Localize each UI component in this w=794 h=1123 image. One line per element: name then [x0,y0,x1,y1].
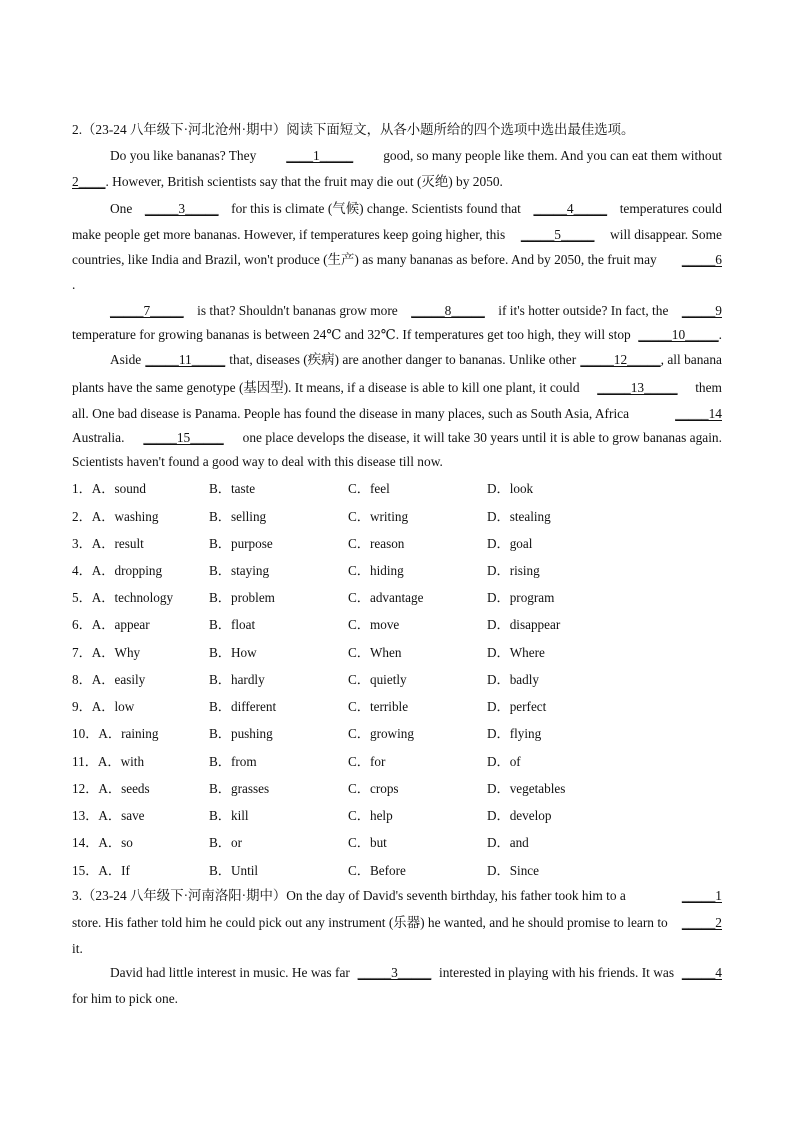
option-c: C．Before [348,863,406,878]
blank-15: _____15_____ [143,430,224,445]
option-c: C．terrible [348,699,409,714]
blank-3: _____3_____ [357,965,432,980]
blank-14: _____14 [675,406,722,421]
option-b: B．kill [209,808,249,823]
option-row [72,669,722,687]
option-c: C．but [348,835,387,850]
option-c: C．hiding [348,563,404,578]
question-2-heading: 2.（23-24 八年级下·河北沧州·期中）阅读下面短文，从各小题所给的四个选项中选出最佳选项。 [72,122,635,137]
option-row [72,478,722,496]
option-d: D．look [487,481,534,496]
option-d: D．develop [487,808,552,823]
option-a: 5．A．technology [72,590,174,605]
option-d: D．rising [487,563,540,578]
option-row [72,696,722,714]
blank-11: _____11_____ [145,352,226,367]
option-b: B．hardly [209,672,265,687]
text-segment: countries, like India and Brazil, won't produce (生产) as many bananas as before. And by 2050, the fruit may [72,252,657,267]
option-d: D．of [487,754,521,769]
blank-4: _____4_____ [533,201,608,216]
blank-12: _____12_____ [580,352,661,367]
option-c: C．writing [348,509,409,524]
passage-line: . [72,277,76,292]
blank-10: _____10_____ [638,327,719,342]
option-d: D．goal [487,536,533,551]
passage-line [72,405,722,423]
option-c: C．help [348,808,393,823]
option-row [72,642,722,660]
text-segment: make people get more bananas. However, if temperatures keep going higher, this [72,227,506,242]
option-c: C．reason [348,536,405,551]
passage-line [72,147,722,165]
passage-line: Scientists haven't found a good way to deal with this disease till now. [72,454,443,469]
passage-line [72,351,722,369]
blank-7: _____7_____ [110,303,184,318]
option-row [72,832,722,850]
blank-1: ____1_____ [286,148,354,163]
option-d: D．Since [487,863,540,878]
option-b: B．How [209,645,257,660]
text-segment: plants have the same genotype (基因型). It means, if a disease is able to kill one plant, it could [72,380,580,395]
text-segment: them [695,380,722,395]
option-a: 10．A．raining [72,726,159,741]
option-a: 9．A．low [72,699,135,714]
passage-line [72,914,722,932]
text-segment: . [718,327,722,342]
text-segment: . However, British scientists say that the fruit may die out (灭绝) by 2050. [105,174,503,189]
option-a: 11．A．with [72,754,145,769]
option-b: B．from [209,754,257,769]
option-c: C．for [348,754,386,769]
option-c: C．When [348,645,402,660]
option-a: 6．A．appear [72,617,150,632]
option-c: C．feel [348,481,390,496]
option-b: B．different [209,699,277,714]
option-row [72,614,722,632]
option-d: D．Where [487,645,545,660]
option-a: 7．A．Why [72,645,141,660]
text-segment: temperatures could [619,201,722,216]
text-segment: interested in playing with his friends. It was [439,965,675,980]
text-segment: will disappear. Some [610,227,722,242]
option-d: D．badly [487,672,540,687]
option-b: B．problem [209,590,275,605]
option-c: C．growing [348,726,414,741]
text-segment: David had little interest in music. He was far [110,965,350,980]
option-c: C．move [348,617,400,632]
passage-line: for him to pick one. [72,991,178,1006]
option-b: B．pushing [209,726,273,741]
passage-line: it. [72,941,83,956]
option-b: B．float [209,617,256,632]
option-d: D．stealing [487,509,551,524]
text-segment: if it's hotter outside? In fact, the [498,303,669,318]
option-b: B．purpose [209,536,273,551]
blank-13: _____13_____ [597,380,678,395]
option-b: B．taste [209,481,256,496]
option-row [72,805,722,823]
blank-9: _____9 [681,303,722,318]
question-3-heading [72,887,722,905]
option-row [72,723,722,741]
passage-line [72,200,722,218]
option-b: B．Until [209,863,259,878]
passage-line [72,379,722,397]
option-a: 4．A．dropping [72,563,163,578]
passage-line [72,302,722,320]
text-segment: that, diseases (疾病) are another danger to bananas. Unlike other [229,352,577,367]
option-row [72,860,722,878]
text-segment: is that? Shouldn't bananas grow more [197,303,398,318]
option-c: C．crops [348,781,399,796]
blank-1: _____1 [681,888,722,903]
option-d: D．flying [487,726,542,741]
option-row [72,506,722,524]
text-segment: One [110,201,133,216]
blank-4: _____4 [681,965,722,980]
option-a: 15．A．If [72,863,130,878]
option-c: C．advantage [348,590,424,605]
option-a: 2．A．washing [72,509,159,524]
option-c: C．quietly [348,672,407,687]
passage-line [72,429,722,447]
option-d: D．perfect [487,699,547,714]
text-segment: Aside [110,352,142,367]
text-segment: for this is climate (气候) change. Scientists found that [231,201,521,216]
passage-line [72,226,722,244]
passage-line [72,326,722,344]
blank-2: 2____ [72,174,106,189]
option-a: 8．A．easily [72,672,146,687]
option-d: D．and [487,835,529,850]
option-d: D．disappear [487,617,561,632]
text-segment: good, so many people like them. And you can eat them without [383,148,722,163]
option-row [72,778,722,796]
text-segment: Australia. [72,430,125,445]
text-segment: store. His father told him he could pick out any instrument (乐器) he wanted, and he should promise to learn to [72,915,668,930]
option-d: D．vegetables [487,781,566,796]
blank-3: _____3_____ [144,201,219,216]
option-row [72,751,722,769]
option-row [72,587,722,605]
option-b: B．or [209,835,242,850]
option-a: 13．A．save [72,808,145,823]
blank-5: _____5_____ [520,227,595,242]
text-segment: one place develops the disease, it will take 30 years until it is able to grow bananas again. [242,430,722,445]
option-a: 1．A．sound [72,481,146,496]
option-b: B．grasses [209,781,270,796]
blank-6: _____6 [681,252,722,267]
text-segment: all. One bad disease is Panama. People has found the disease in many places, such as South Asia, Africa [72,406,630,421]
blank-2: _____2 [681,915,722,930]
option-b: B．staying [209,563,270,578]
option-a: 3．A．result [72,536,144,551]
blank-8: _____8_____ [411,303,485,318]
passage-line [72,251,722,269]
passage-line [72,964,722,982]
option-d: D．program [487,590,555,605]
passage-line [72,173,722,191]
text-segment: temperature for growing bananas is between 24℃ and 32℃. If temperatures get too high, they will stop [72,327,631,342]
option-row [72,560,722,578]
text-segment: Do you like bananas? They [110,148,257,163]
option-a: 14．A．so [72,835,133,850]
text-segment: , all banana [660,352,722,367]
option-row [72,533,722,551]
text-segment: 3.（23-24 八年级下·河南洛阳·期中）On the day of David's seventh birthday, his father took him to a [72,888,626,903]
option-b: B．selling [209,509,267,524]
option-a: 12．A．seeds [72,781,150,796]
